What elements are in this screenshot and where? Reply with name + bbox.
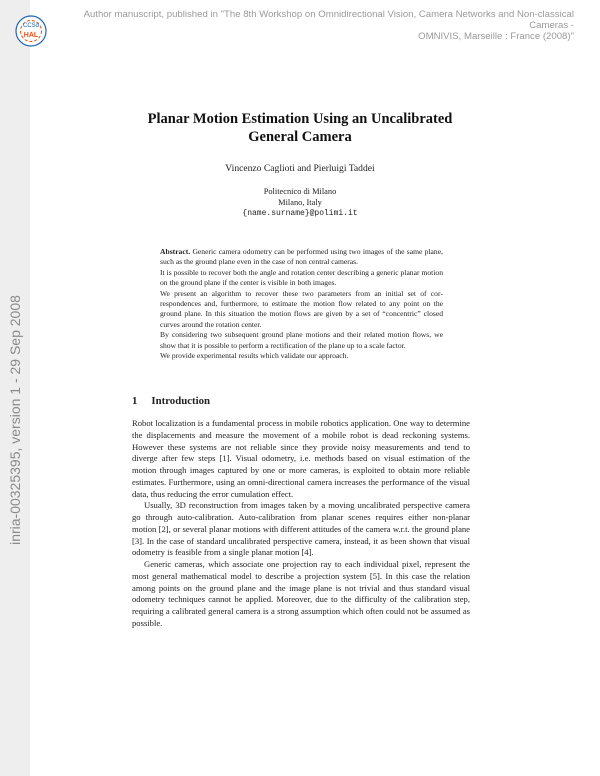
section-heading [132,395,210,407]
header-note-line2: OMNIVIS, Marseille : France (2008)" [418,31,574,42]
abstract-label: Abstract. [160,247,191,256]
affiliation-institution: Politecnico di Milano [263,187,337,196]
abstract-paragraph: It is possible to recover both the angle and rotation center describing a generic planar motion on the ground plane if the center is visible in both images. [160,267,443,288]
logo-text-top: CCSd [22,23,40,29]
abstract-paragraph [160,247,443,268]
section-title: Introduction [151,395,211,407]
body-paragraph: Generic cameras, which associate one projection ray to each individual pixel, represent the most general mathematical model to describe a projection system [5]. In this case the relation among points on the ground plane and the image plane is not trivial and thus standard visual odometry techniques cannot be applied. Moreover, due to the difficulty of the calibration step, requiring a calibrated general camera is a strong assumption which often could not be assumed as possible. [132,559,470,628]
section-number: 1 [132,395,138,407]
body-paragraph: Usually, 3D reconstruction from images taken by a moving uncalibrated perspective camera go through auto-calibration. Auto-calibration from planar scenes requires either non-planar motion [2], or several planar motions with different attitudes of the camera w.r.t. the ground plane [3]. In the case of standard uncalibrated perspective camera, instead, it as been shown that visual odometry is feasible from a single planar motion [4]. [132,500,470,558]
header-note-line1: Author manuscript, published in "The 8th Workshop on Omnidirectional Vision, Camera Networks and Non-classical Cameras - [83,9,574,31]
abstract-text: Generic camera odometry can be performed using two images of the same plane, such as the ground plane even in the case of non central cameras. [160,247,443,267]
body-paragraph: Robot localization is a fundamental process in mobile robotics application. One way to determine the displacements and measure the movement of a mobile robot is dead reckoning systems. However these systems are not reliable since they provide noisy measurements and tend to diverge after few steps [1]. Visual odometry, i.e. methods based on visual estimation of the motion through images captured by one or more cameras, is exploited to obtain more reliable estimates. Furthermore, using an omni-directional camera increases the performance of the visual data, thus reducing the error cumulation effect. [132,418,470,499]
abstract [160,247,443,361]
paper-title [130,110,470,146]
author-email: {name.surname}@polimi.it [242,209,358,218]
logo-text-bottom: HAL [23,32,39,39]
header-note [54,9,574,42]
affiliation [130,186,470,219]
affiliation-city: Milano, Italy [278,198,322,207]
abstract-paragraph: By considering two subsequent ground plane motions and their related motion flows, we show that it is possible to perform a rectification of the plane up to a scale factor. [160,330,443,350]
paper-title-line2: General Camera [248,129,352,145]
paper-authors: Vincenzo Caglioti and Pierluigi Taddei [225,163,375,174]
abstract-paragraph: We present an algorithm to recover these two parameters from an initial set of correspondences and, furthermore, to estimate the motion flow related to any point on the ground plane. In this situation the motion flows are given by a set of “concentric” closed curves around the rotation center. [160,288,443,329]
hal-logo-graphic [14,14,48,48]
abstract-paragraph: We provide experimental results which validate our approach. [160,351,349,361]
section-body [132,418,470,630]
paper-title-line1: Planar Motion Estimation Using an Uncalibrated [147,111,453,127]
hal-logo-icon [14,14,48,48]
sidebar-identifier: inria-00325395, version 1 - 29 Sep 2008 [7,295,23,545]
